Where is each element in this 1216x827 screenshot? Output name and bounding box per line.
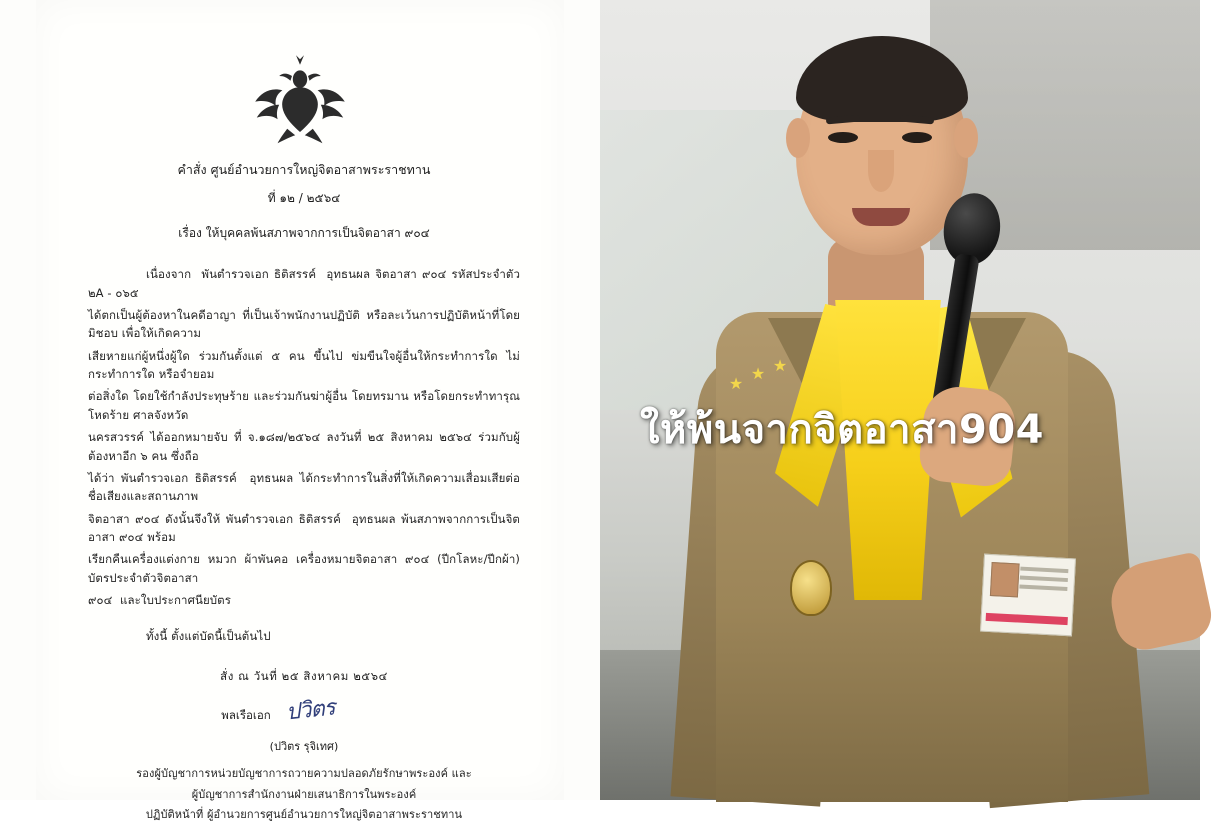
id-card-band — [986, 613, 1068, 625]
sign-date: สั่ง ณ วันที่ ๒๕ สิงหาคม ๒๕๖๔ — [220, 668, 388, 683]
signer-titles — [88, 765, 520, 824]
signature-mark: ปวิตร — [284, 695, 336, 726]
body-line: เรียกคืนเครื่องแต่งกาย หมวก ผ้าพันคอ เครื่องหมายจิตอาสา ๙๐๔ (ปีกโลหะ/ปีกผ้า) บัตรประจำตัวจิตอาสา — [88, 552, 524, 585]
effective-line: ทั้งนี้ ตั้งแต่บัดนี้เป็นต้นไป — [146, 629, 271, 644]
rank-star-icon: ★ — [728, 374, 744, 393]
eye-right — [902, 132, 932, 143]
officer-figure — [600, 0, 1200, 800]
photo-pane — [600, 0, 1200, 800]
signer-rank: พลเรือเอก — [221, 707, 271, 722]
id-card-text-lines — [1020, 567, 1068, 574]
document-body — [88, 265, 524, 610]
body-line: ๙๐๔ และใบประกาศนียบัตร — [88, 593, 232, 607]
order-number: ที่ ๑๒ / ๒๕๖๔ — [267, 191, 341, 205]
garuda-emblem — [252, 52, 348, 144]
nose — [868, 150, 894, 192]
mouth — [852, 208, 910, 226]
document-sheet — [36, 0, 564, 822]
signer-title-line: รองผู้บัญชาการหน่วยบัญชาการถวายความปลอดภัยรักษาพระองค์ และ — [136, 766, 472, 780]
body-line: ได้ว่า พันตำรวจเอก ธิติสรรค์ อุทธนผล ได้กระทำการในสิ่งที่ให้เกิดความเสื่อมเสียต่อชื่อเสียงและสถานภาพ — [88, 470, 520, 504]
signature-block — [88, 695, 520, 726]
signer-title-line: ผู้บัญชาการสำนักงานฝ่ายเสนาธิการในพระองค์ — [191, 787, 417, 801]
signer-title-line: ปฏิบัติหน้าที่ ผู้อำนวยการศูนย์อำนวยการใหญ่จิตอาสาพระราชทาน — [145, 808, 463, 822]
id-card — [980, 554, 1076, 637]
document-text — [88, 160, 524, 827]
rank-star-icon: ★ — [772, 356, 788, 375]
signer-name: (ปวิตร รุจิเทศ) — [269, 739, 339, 753]
hair — [796, 36, 968, 122]
body-line: ต่อสิ่งใด โดยใช้กำลังประทุษร้าย และร่วมกันฆ่าผู้อื่น โดยทรมาน หรือโดยกระทำทารุณโหดร้าย ศาลจังหวัด — [88, 389, 520, 422]
rank-star-icon: ★ — [750, 364, 766, 383]
amulet-badge-icon — [790, 560, 832, 616]
body-line: นครสวรรค์ ได้ออกหมายจับ ที่ จ.๑๘๗/๒๕๖๔ ลงวันที่ ๒๕ สิงหาคม ๒๕๖๔ ร่วมกับผู้ต้องหาอีก ๖ คน ซึ่งถือ — [88, 430, 520, 463]
document-pane — [0, 0, 600, 822]
ear-left — [786, 118, 810, 158]
body-line: เสียหายแก่ผู้หนึ่งผู้ใด ร่วมกันตั้งแต่ ๕ คน ขึ้นไป ข่มขืนใจผู้อื่นให้กระทำการใด ไม่กระทำการใด หรือจำยอม — [88, 348, 520, 382]
body-line: เนื่องจาก พันตำรวจเอก ธิติสรรค์ อุทธนผล จิตอาสา ๙๐๔ รหัสประจำตัว ๒A - ๐๖๕ — [88, 267, 524, 300]
document-header: คำสั่ง ศูนย์อำนวยการใหญ่จิตอาสาพระราชทาน — [177, 162, 431, 177]
ear-right — [954, 118, 978, 158]
body-line: จิตอาสา ๙๐๔ ดังนั้นจึงให้ พันตำรวจเอก ธิติสรรค์ อุทธนผล พ้นสภาพจากการเป็นจิตอาสา ๙๐๔ พร้อม — [88, 511, 520, 545]
body-line: ได้ตกเป็นผู้ต้องหาในคดีอาญา ที่เป็นเจ้าพนักงานปฏิบัติ หรือละเว้นการปฏิบัติหน้าที่โดยมิชอบ เพื่อให้เกิดความ — [88, 307, 520, 341]
document-subject: เรื่อง ให้บุคคลพ้นสภาพจากการเป็นจิตอาสา ๙๐๔ — [178, 226, 430, 240]
eye-left — [828, 132, 858, 143]
photo-caption: ให้พ้นจากจิตอาสา904 — [640, 407, 1044, 453]
id-card-photo — [990, 562, 1020, 597]
